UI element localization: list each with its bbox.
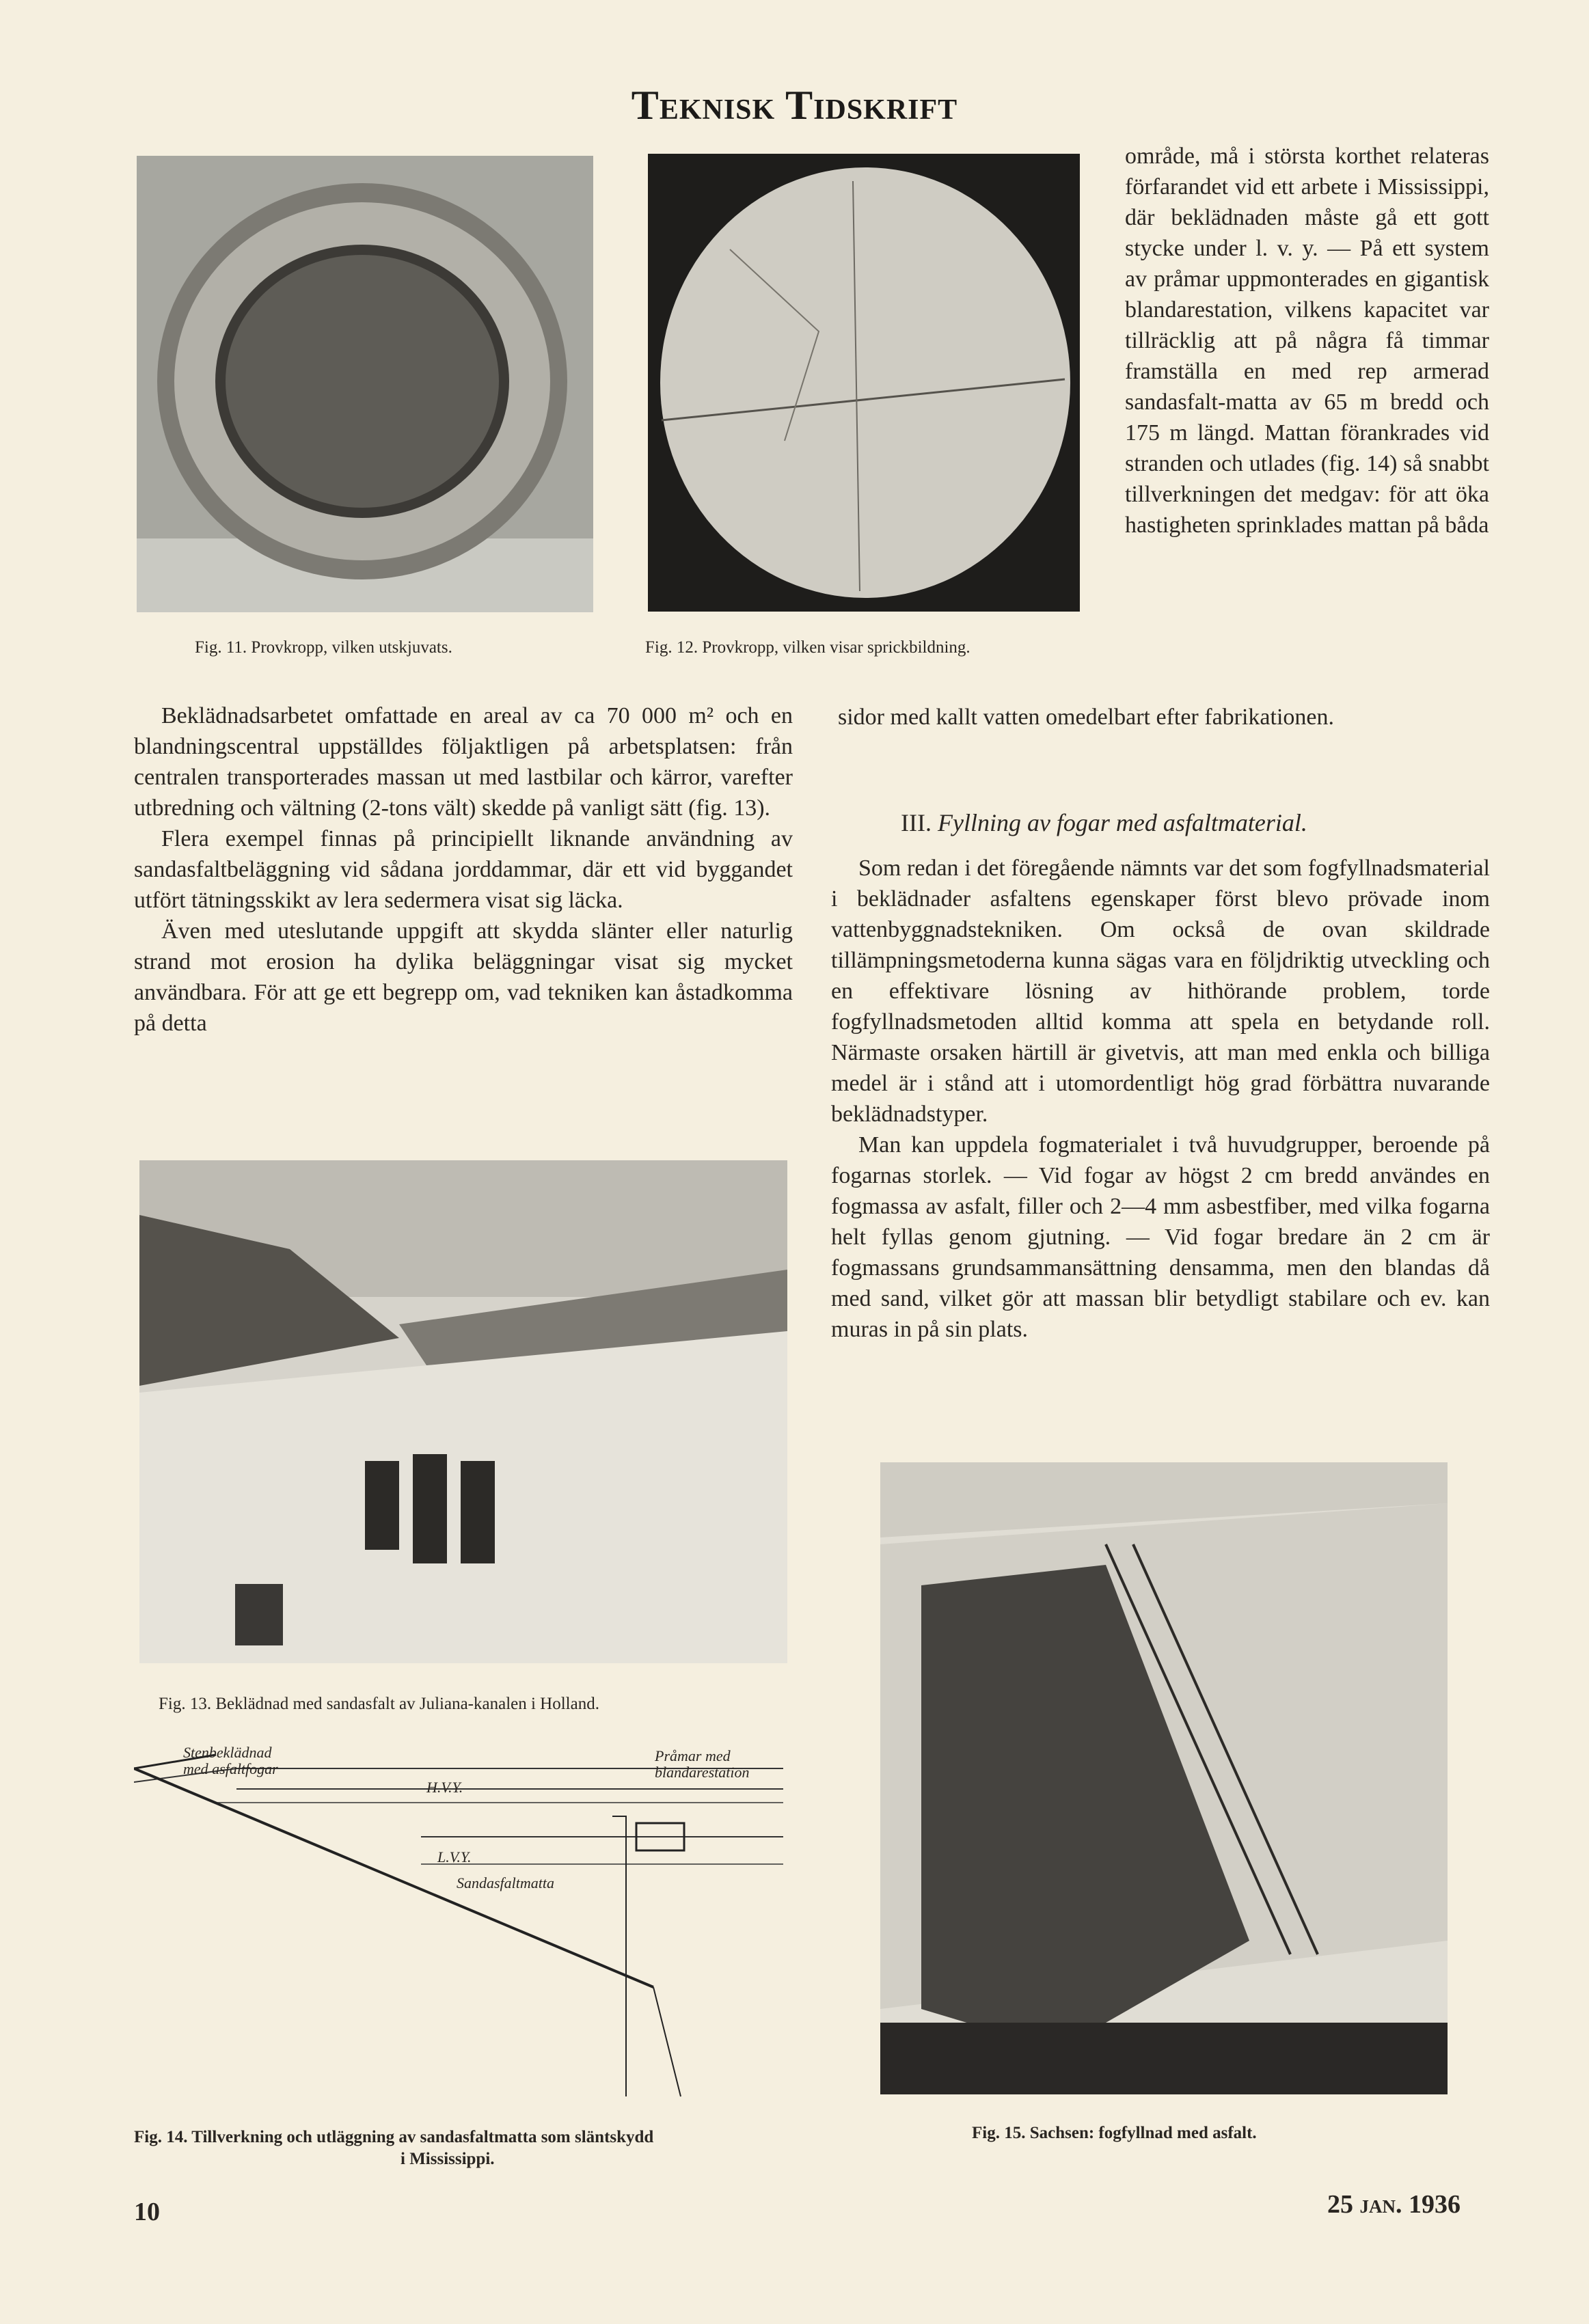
fig14-label-stone-line2: med asfaltfogar: [183, 1760, 278, 1777]
fig11-caption: Fig. 11. Provkropp, vilken utskjuvats.: [195, 638, 452, 657]
fig14-label-hvy: H.V.Y.: [426, 1779, 463, 1796]
section3-paragraph-1: Som redan i det föregående nämnts var det som fogfyllnadsmaterial i beklädnader asfaltens egenskaper först blevo prövade inom vattenbyggnadstekniken. Om också de ovan skildrade tillämpningsmetoderna kunna sägas vara en följdriktig utveckling och en effektivare lösning av hithörande problem, torde fogfyllnadsmetoden alltid komma att spela en betydande roll. Närmaste orsaken härtill är givetvis, att man med enkla och billiga medel är i stånd att i utomordentligt hög grad förbättra nuvarande beklädnadstyper.: [831, 856, 1490, 1127]
right-top-continuation: sidor med kallt vatten omedelbart efter fabrikationen.: [838, 705, 1335, 730]
fig14-label-lvy: L.V.Y.: [437, 1848, 472, 1865]
fig14-label-barge-line1: Pråmar med: [655, 1747, 731, 1764]
fig15-photo: [880, 1462, 1448, 2094]
journal-title: Teknisk Tidskrift: [631, 83, 958, 128]
fig11-photo: [137, 156, 593, 612]
fig14-label-mat: Sandasfaltmatta: [457, 1874, 555, 1891]
left-paragraph-1: Beklädnadsarbetet omfattade en areal av ca 70 000 m² och en blandningscentral uppställdes följaktligen på arbetsplatsen: från centralen transporterades massan ut med lastbilar och kärror, varefter utbredning och vältning (2-tons vält) skedde på vanligt sätt (fig. 13).: [134, 703, 793, 821]
left-column-text: [134, 700, 793, 1039]
fig14-label-stone-line1: Stenbeklädnad: [183, 1744, 272, 1761]
fig13-caption: Fig. 13. Beklädnad med sandasfalt av Juliana-kanalen i Holland.: [159, 1695, 599, 1713]
fig13-photo: [139, 1160, 787, 1663]
section3-text: [831, 853, 1490, 1345]
right-top-text: område, må i största korthet relateras förfarandet vid ett arbete i Mississippi, där beklädnaden måste gå ett gott stycke under l. v. y. — På ett system av pråmar uppmonterades en gigantisk blandarestation, vilkens kapacitet var tillräcklig att på några få timmar framställa en med rep armerad sandasfalt-matta av 65 m bredd och 175 m längd. Mattan förankrades vid stranden och utlades (fig. 14) så snabbt tillverkningen det medgav: för att öka hastigheten sprinklades mattan på båda: [1125, 143, 1489, 538]
fig14-diagram: [134, 1741, 790, 2137]
fig14-label-barge-line2: blandarestation: [655, 1764, 750, 1781]
fig12-photo: [648, 154, 1080, 612]
fig12-caption: Fig. 12. Provkropp, vilken visar sprickbildning.: [645, 638, 970, 657]
left-paragraph-3: Även med uteslutande uppgift att skydda slänter eller naturlig strand mot erosion ha dylika beläggningar visat sig mycket användbara. För att ge ett begrepp om, vad tekniken kan åstadkomma på detta: [134, 918, 793, 1036]
issue-date: 25 jan. 1936: [1327, 2190, 1461, 2219]
fig14-caption-line1: Fig. 14. Tillverkning och utläggning av sandasfaltmatta som släntskydd: [134, 2128, 654, 2146]
fig14-label-barge: [655, 1748, 750, 1781]
page-number: 10: [134, 2198, 160, 2226]
section-heading: [901, 808, 1307, 837]
fig14-label-stone: [183, 1745, 278, 1777]
section3-paragraph-2: Man kan uppdela fogmaterialet i två huvudgrupper, beroende på fogarnas storlek. — Vid fogar av högst 2 cm bredd användes en fogmassa av asfalt, filler och 2—4 mm asbestfiber, med vilka fogarna helt fyllas genom gjutning. — Vid fogar bredare än 2 cm är fogmassans grundsammansättning densamma, men den blandas då med sand, vilket gör att massan blir betydligt stabilare och ev. kan muras in på sin plats.: [831, 1132, 1490, 1342]
left-paragraph-2: Flera exempel finnas på principiellt liknande användning av sandasfaltbeläggning vid sådana jorddammar, där ett vid byggandet utfört tätningsskikt av lera sedermera visat sig läcka.: [134, 826, 793, 913]
fig14-caption-line2: i Mississippi.: [400, 2150, 495, 2168]
section-title: Fyllning av fogar med asfaltmaterial.: [937, 809, 1307, 836]
section-number: III.: [901, 809, 932, 836]
fig14-caption: [134, 2127, 817, 2170]
fig15-caption: Fig. 15. Sachsen: fogfyllnad med asfalt.: [972, 2124, 1257, 2142]
